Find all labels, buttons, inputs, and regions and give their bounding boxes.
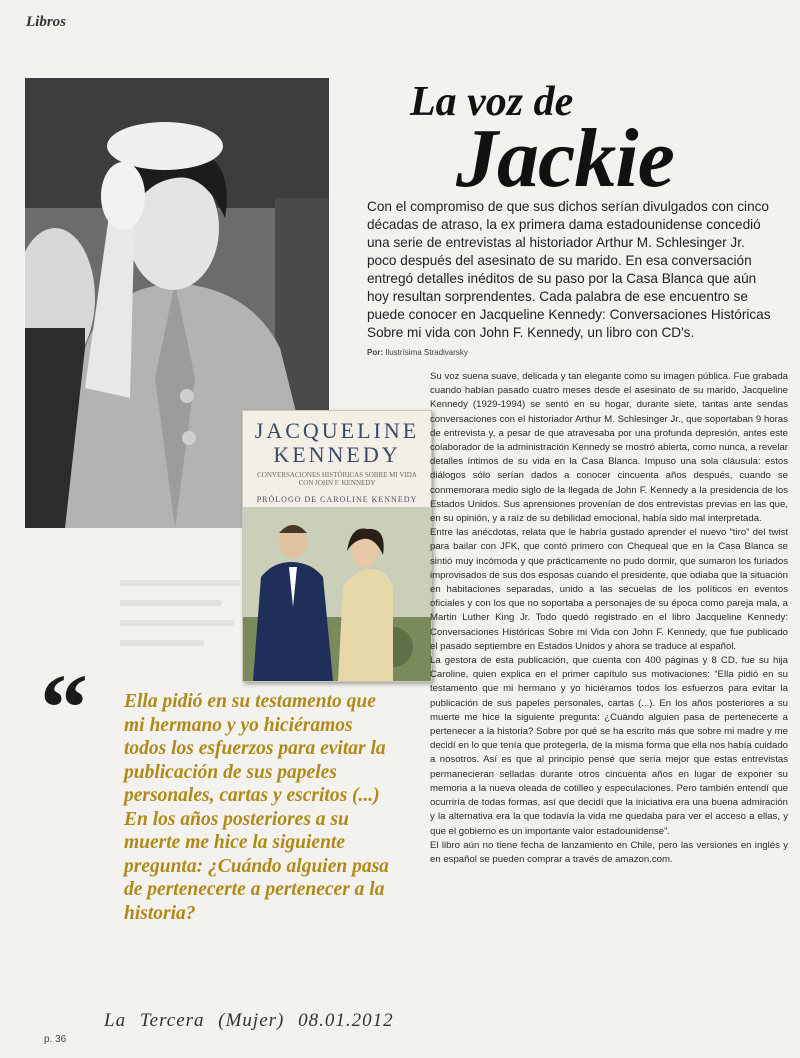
book-editor: PRÓLOGO DE CAROLINE KENNEDY [256,495,418,504]
article-body [430,370,788,867]
book-title-line2: KENNEDY [273,442,401,467]
ghost-line [120,600,222,606]
byline-author: Ilustrísima Stradivarsky [385,348,468,357]
ghost-line [120,620,234,626]
byline-prefix: Por: [367,348,383,357]
book-cover-photo [243,507,431,681]
quote-mark-icon: “ [40,654,82,761]
body-paragraph: Entre las anécdotas, relata que le habría gustado aprender el nuevo “tiro” del twist para bailar con JFK, que contó primero con Chequeal que en la Casa Blanca se sintió muy incómoda y que prácticamente no pudo dormir, que sumaron los furiados improvisados de sus dos esposas cuando el presidente, que odiaba que la situación en habitaciones separadas, unido a las secuelas de los políticos en eventos oficiales y con los que no soportaba a personajes de su época como pareja mala, a Martin Luther King Jr. Todo quedó registrado en el libro Jacqueline Kennedy: Conversaciones Históricas Sobre mi Vida con John F. Kennedy, que fue publicado el pasado septiembre en Estados Unidos y ahora se traduce al español. [430,527,788,652]
handwritten-source-note: La Tercera (Mujer) 08.01.2012 [104,1010,394,1031]
book-title-line1: JACQUELINE [254,418,420,443]
article-title-line1: La voz de [410,79,574,125]
page-number: p. 36 [44,1034,67,1045]
article-intro: Con el compromiso de que sus dichos serían divulgados con cinco décadas de atraso, la ex primera dama estadounidense concedió una serie de entrevistas al historiador Arthur M. Schlesinger Jr. poco después del asesinato de su marido. En esa conversación entregó detalles inéditos de su paso por la Casa Blanca que aún hoy resultan sorprendentes. Cada palabra de ese encuentro se puede conocer en Jacqueline Kennedy: Conversaciones Históricas Sobre mi vida con John F. Kennedy, un libro con CD's. [367,199,771,340]
section-label: Libros [26,14,67,30]
book-title [243,419,431,467]
body-paragraph: El libro aún no tiene fecha de lanzamiento en Chile, pero las versiones en inglés y en español se pueden comprar a través de amazon.com. [430,839,788,865]
bleed-through-text [120,580,240,660]
ghost-line [120,580,240,586]
pull-quote: Ella pidió en su testamento que mi hermano y yo hiciéramos todos los esfuerzos para evitar la publicación de sus papeles personales, cartas y escritos (...) En los años posteriores a su muerte me hice la siguiente pregunta: ¿Cuándo alguien pasa de pertenecerte a pertenecer a la historia? [124,691,389,924]
article-title-line2: Jackie [456,112,674,205]
book-subtitle: CONVERSACIONES HISTÓRICAS SOBRE MI VIDA CON JOHN F. KENNEDY [257,471,417,487]
body-paragraph: La gestora de esta publicación, que cuenta con 400 páginas y 8 CD, fue su hija Caroline, quien explica en el primer capítulo sus motivaciones: “Ella pidió en su testamento que mi hermano y yo hiciéramos todos los esfuerzos para evitar la publicación de sus papeles personales, cartas (...). En los años posteriores a su muerte me hice la siguiente pregunta: ¿Cuándo alguien pasa de pertenecerte a pertenecer a la historia? Sobre por qué se ha escrito más que sobre mi madre y me decidí en lo que tenía que protegerla, de la misma forma que ella nos había cuidado a nosotros. Así es que al principio pensé que sería mejor que estas entrevistas permanecieran selladas durante otros cincuenta años en lugar de exponer su memoria a la nueva oleada de cotilleo y especulaciones. Pero también entendí que ocurriría de todas formas, así que decidí que la iniciativa era una buena admiración y la alternativa era la que todavía la vida me quedaba para ver el acceso a ellas, y que el gobierno es un importante valor estadounidense”. [430,655,788,837]
byline [367,348,468,357]
body-paragraph: Su voz suena suave, delicada y tan elegante como su imagen pública. Fue grabada cuando habían pasado cuatro meses desde el asesinato de su marido, Jacqueline Kennedy (1929-1994) se sentó en su hogar, durante siete, tantas ante sendas conversaciones con el historiador Arthur M. Schlesinger Jr., que soportaban 9 horas de entrevista y, a pesar de que atravesaba por una profunda depresión, antes este colaborador de la administración Kennedy se mostró abierta, como nunca, a revelar detalles íntimos de su vida en la Casa Blanca. Impuso una sola cláusula: estos diálogos sólo serían dados a conocer cincuenta años después, cuando se conmemorara medio siglo de la llegada de John F. Kennedy a la presidencia de los Estados Unidos. Sus aprensiones provenían de dos entrevistas previas en las que, en su opinión, y a raíz de su debilidad emocional, había sido mal interpretada. [430,371,788,525]
ghost-line [120,640,204,646]
book-cover [242,410,432,682]
